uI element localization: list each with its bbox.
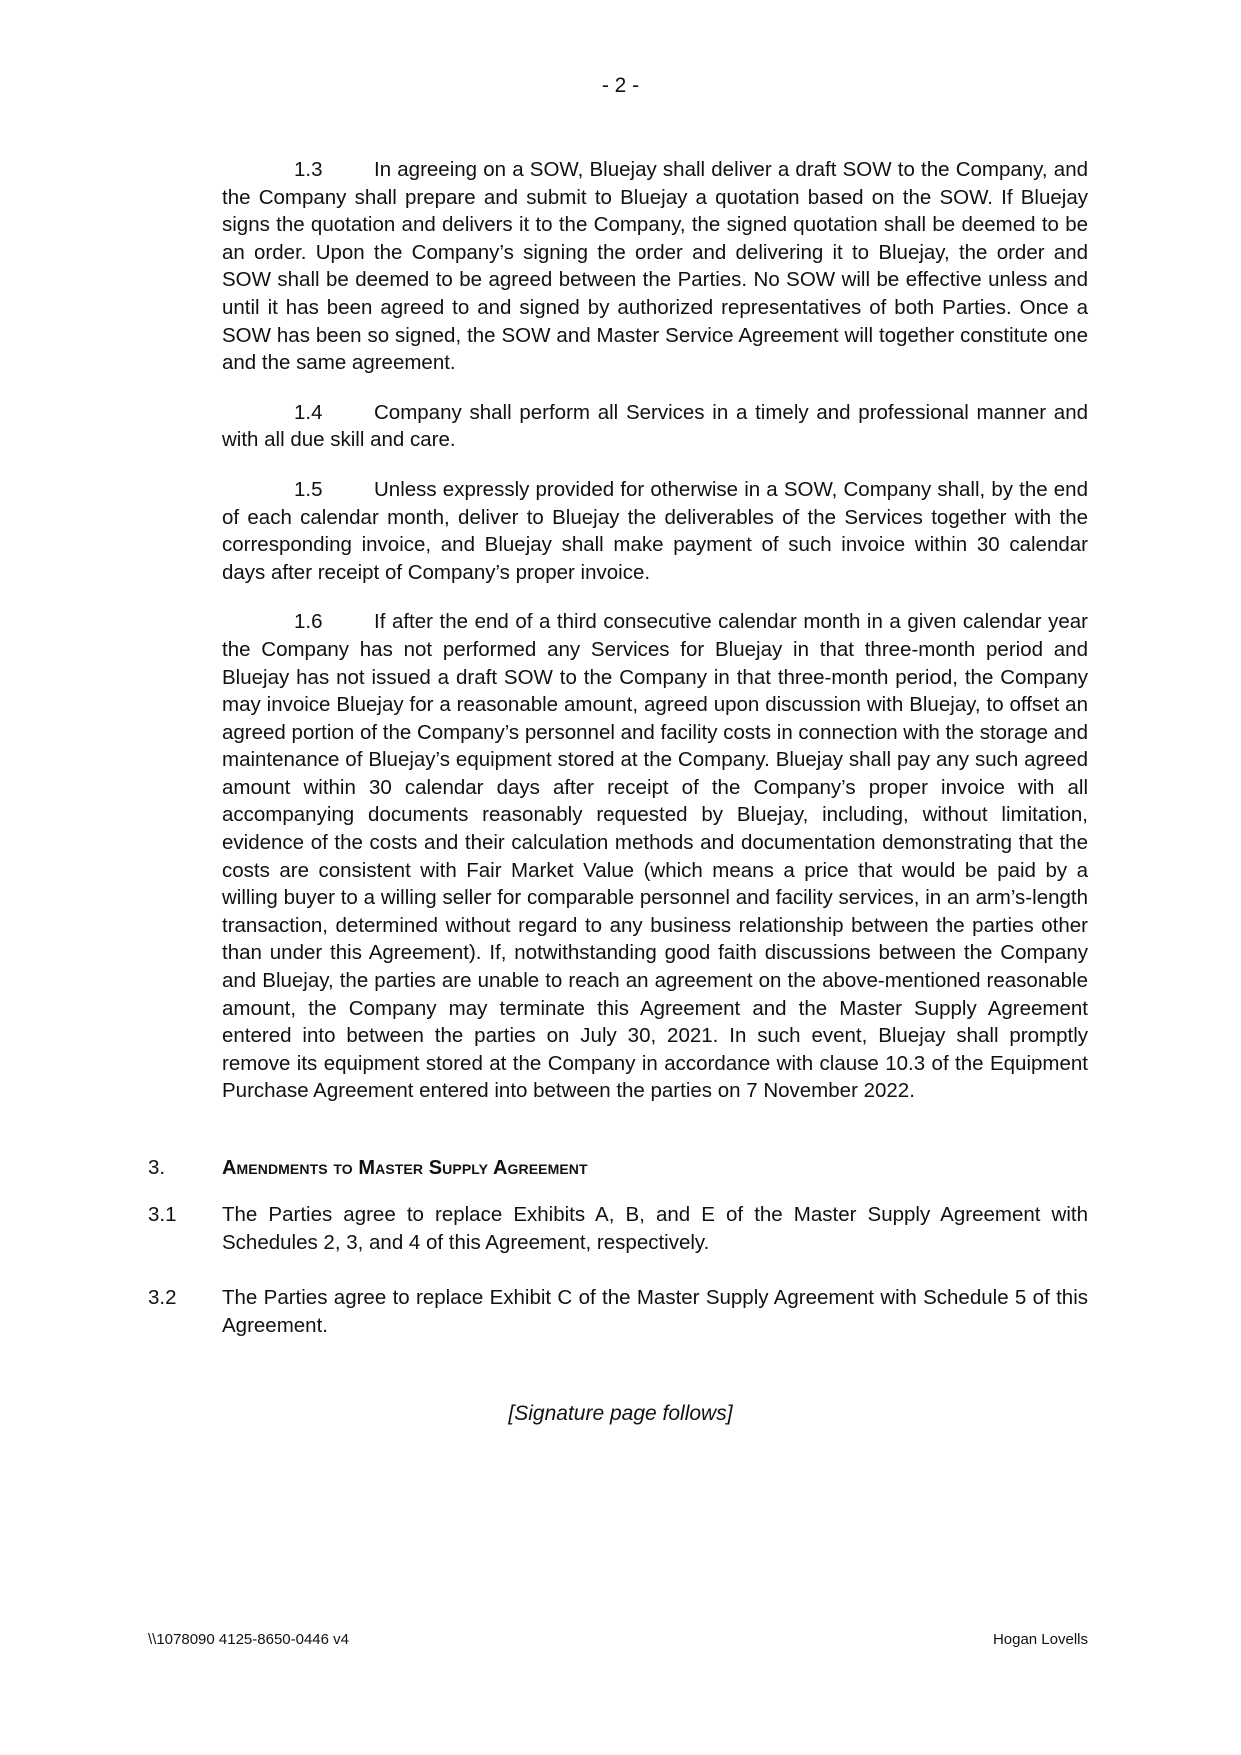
clause-text: The Parties agree to replace Exhibit C of the Master Supply Agreement with Schedule 5 of this Agreement. — [222, 1286, 1088, 1337]
clause-1-5 — [222, 476, 1088, 586]
clause-number: 3.2 — [148, 1286, 177, 1309]
clause-number: 3.1 — [148, 1203, 177, 1226]
section-title: Amendments to Master Supply Agreement — [222, 1157, 588, 1179]
clauses-block — [222, 156, 1088, 1127]
clause-1-4 — [222, 399, 1088, 454]
clause-1-3 — [222, 156, 1088, 377]
clause-text: Company shall perform all Services in a timely and professional manner and with all due skill and care. — [222, 400, 1088, 452]
clause-text: In agreeing on a SOW, Bluejay shall deliver a draft SOW to the Company, and the Company shall prepare and submit to Bluejay a quotation based on the SOW. If Bluejay signs the quotation and delivers it to the Company, the signed quotation shall be deemed to be an order. Upon the Company’s signing the order and delivering it to Bluejay, the order and SOW shall be deemed to be agreed between the Parties. No SOW will be effective unless and until it has been agreed to and signed by authorized representatives of both Parties. Once a SOW has been so signed, the SOW and Master Service Agreement will together constitute one and the same agreement. — [222, 158, 1088, 375]
clause-number: 1.5 — [294, 477, 323, 501]
clause-number: 1.3 — [294, 158, 323, 181]
firm-name: Hogan Lovells — [992, 1631, 1088, 1648]
signature-page-note: [Signature page follows] — [508, 1402, 733, 1425]
clause-number: 1.6 — [294, 610, 323, 634]
clause-3-1 — [148, 1201, 1088, 1256]
section-number: 3. — [148, 1156, 166, 1179]
clause-text: If after the end of a third consecutive calendar month in a given calendar year the Company has not performed any Services for Bluejay in that three-month period and Bluejay has not issued a draft SOW to the Company in that three-month period, the Company may invoice Bluejay for a reasonable amount, agreed upon discussion with Bluejay, to offset an agreed portion of the Company’s personnel and facility costs in connection with the storage and maintenance of Bluejay’s equipment stored at the Company. Bluejay shall pay any such agreed amount within 30 calendar days after receipt of the Company’s proper invoice with all accompanying documents reasonably requested by Bluejay, including, without limitation, evidence of the costs and their calculation methods and documentation demonstrating that the costs are consistent with Fair Market Value (which means a price that would be paid by a willing buyer to a willing seller for comparable personnel and facility services, in an arm’s-length transaction, determined without regard to any business relationship between the parties other than under this Agreement). If, notwithstanding good faith discussions between the Company and Bluejay, the parties are unable to reach an agreement on the above-mentioned reasonable amount, the Company may terminate this Agreement and the Master Supply Agreement entered into between the parties on July 30, 2021. In such event, Bluejay shall promptly remove its equipment stored at the Company in accordance with clause 10.3 of the Equipment Purchase Agreement entered into between the parties on 7 November 2022. — [222, 610, 1088, 1103]
clause-text: The Parties agree to replace Exhibits A, B, and E of the Master Supply Agreement with Schedules 2, 3, and 4 of this Agreement, respectively. — [222, 1203, 1088, 1254]
clause-3-2 — [148, 1284, 1088, 1339]
clause-number: 1.4 — [294, 400, 323, 424]
clause-text: Unless expressly provided for otherwise in a SOW, Company shall, by the end of each calendar month, deliver to Bluejay the deliverables of the Services together with the corresponding invoice, and Bluejay shall make payment of such invoice within 30 calendar days after receipt of Company’s proper invoice. — [222, 477, 1088, 584]
clause-1-6 — [222, 608, 1088, 1105]
document-reference: \\1078090 4125-8650-0446 v4 — [148, 1631, 350, 1648]
page-number: - 2 - — [601, 74, 640, 97]
